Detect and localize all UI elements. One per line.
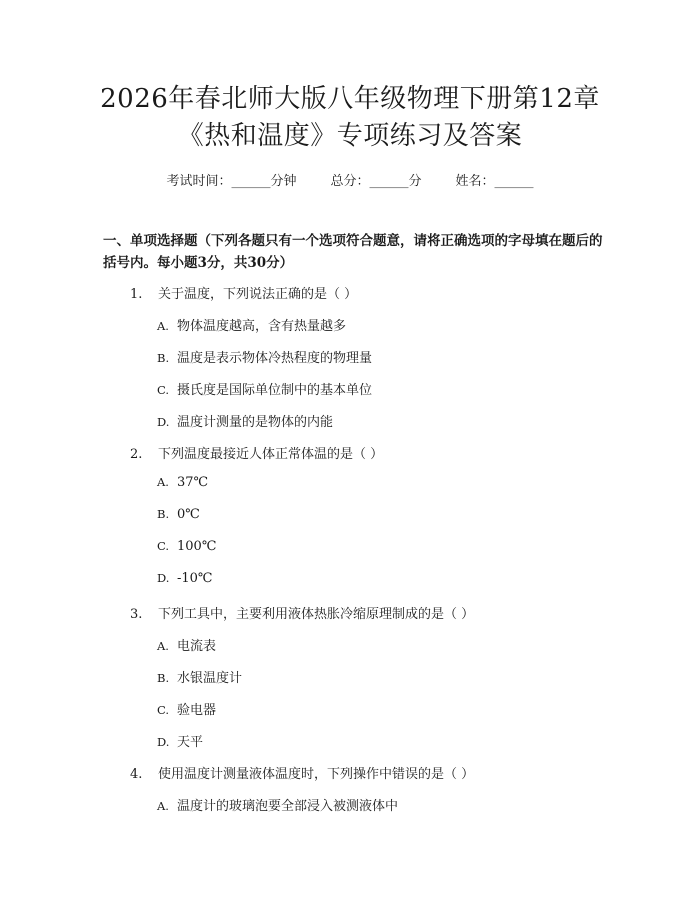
option-text: -10℃: [177, 571, 213, 586]
question-number: 4.: [130, 767, 143, 782]
question-3: [130, 603, 474, 622]
option-2a: [157, 475, 208, 490]
question-number: 1.: [130, 287, 143, 302]
option-3d: [157, 731, 203, 750]
option-letter: C.: [157, 703, 170, 717]
option-1a: [157, 315, 346, 334]
page-title-line1: 2026年春北师大版八年级物理下册第12章: [100, 84, 600, 114]
option-3a: [157, 635, 216, 654]
option-letter: A.: [157, 799, 169, 813]
option-3b: [157, 667, 242, 686]
question-2: [130, 443, 383, 462]
option-3c: [157, 699, 216, 718]
question-number: 3.: [130, 607, 143, 622]
question-text: 下列温度最接近人体正常体温的是（ ）: [158, 447, 384, 462]
option-text: 物体温度越高，含有热量越多: [177, 319, 347, 334]
option-text: 水银温度计: [177, 671, 243, 686]
exam-info-line: [0, 170, 700, 189]
option-letter: A.: [157, 319, 169, 333]
option-letter: D.: [157, 415, 170, 429]
option-text: 100℃: [177, 539, 217, 554]
question-text: 使用温度计测量液体温度时，下列操作中错误的是（ ）: [158, 767, 475, 782]
question-text: 下列工具中，主要利用液体热胀冷缩原理制成的是（ ）: [158, 607, 475, 622]
name-field: 姓名：______: [455, 174, 534, 189]
total-score-field: 总分：______分: [330, 174, 422, 189]
question-text: 关于温度，下列说法正确的是（ ）: [158, 287, 358, 302]
exam-time-field: 考试时间：______分钟: [166, 174, 297, 189]
option-text: 0℃: [177, 507, 200, 522]
option-letter: B.: [157, 507, 170, 521]
option-4a: [157, 795, 398, 814]
option-letter: D.: [157, 735, 170, 749]
page-title-line2: 《热和温度》专项练习及答案: [177, 121, 523, 151]
option-text: 37℃: [177, 475, 209, 490]
option-letter: C.: [157, 539, 170, 553]
option-text: 电流表: [177, 639, 217, 654]
option-1c: [157, 379, 372, 398]
option-letter: D.: [157, 571, 170, 585]
option-letter: B.: [157, 671, 170, 685]
option-1b: [157, 347, 372, 366]
option-text: 温度计测量的是物体的内能: [177, 415, 334, 430]
option-text: 温度计的玻璃泡要全部浸入被测液体中: [177, 799, 399, 814]
option-letter: C.: [157, 383, 170, 397]
option-letter: B.: [157, 351, 170, 365]
option-letter: A.: [157, 639, 169, 653]
option-text: 验电器: [177, 703, 217, 718]
question-1: [130, 283, 357, 302]
option-text: 摄氏度是国际单位制中的基本单位: [177, 383, 373, 398]
option-letter: A.: [157, 475, 169, 489]
question-number: 2.: [130, 447, 143, 462]
question-4: [130, 763, 474, 782]
option-text: 天平: [177, 735, 204, 750]
option-1d: [157, 411, 333, 430]
option-2b: [157, 507, 200, 522]
option-text: 温度是表示物体冷热程度的物理量: [177, 351, 373, 366]
option-2c: [157, 539, 216, 554]
section-heading: 一、单项选择题（下列各题只有一个选项符合题意，请将正确选项的字母填在题后的括号内。每小题3分，共30分）: [103, 233, 603, 271]
option-2d: [157, 571, 212, 586]
